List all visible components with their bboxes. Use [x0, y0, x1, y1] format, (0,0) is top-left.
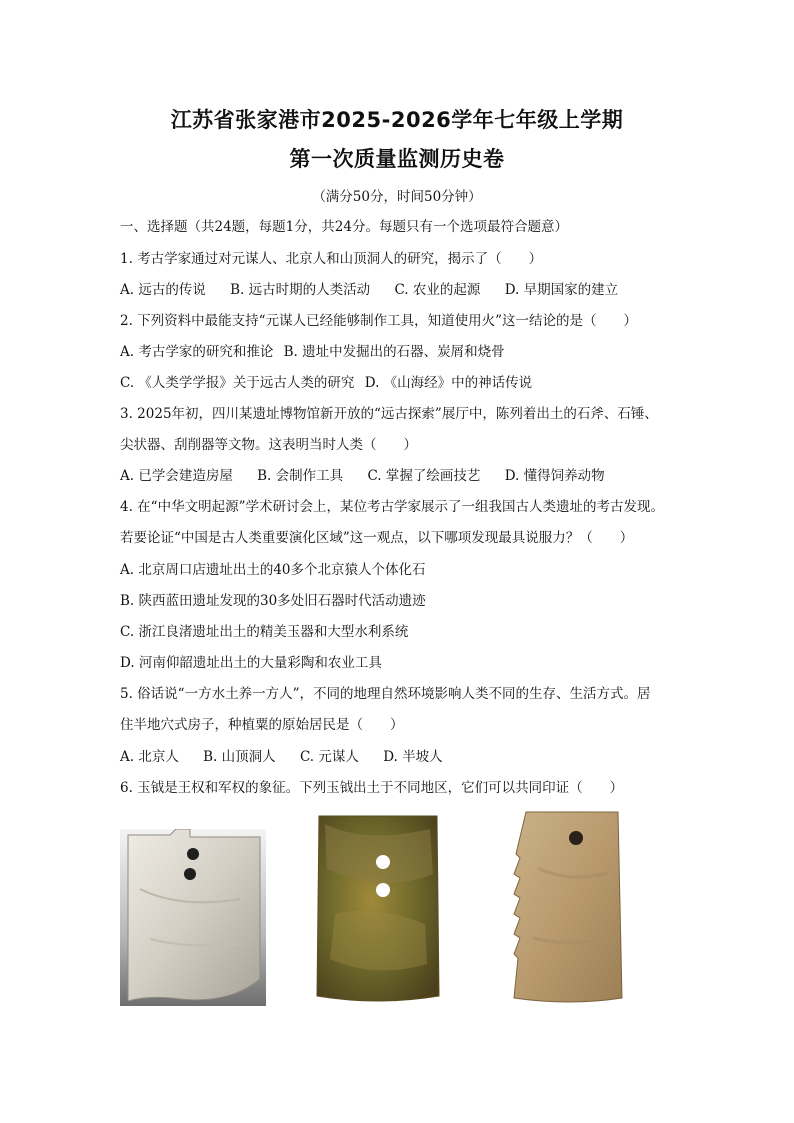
question-4-stem-1: 4. 在“中华文明起源”学术研讨会上，某位考古学家展示了一组我国古人类遗址的考古发现。: [120, 499, 664, 515]
option-a: A. 远古的传说: [120, 282, 206, 298]
option-b: B. 远古时期的人类活动: [230, 282, 371, 298]
option-d: D. 早期国家的建立: [504, 282, 619, 298]
question-4-option-b: B. 陕西蓝田遗址发现的30多处旧石器时代活动遗迹: [120, 593, 426, 609]
question-5-stem-2: 住半地穴式房子，种植粟的原始居民是（ ）: [120, 717, 404, 733]
question-3-stem-2: 尖状器、刮削器等文物。这表明当时人类（ ）: [120, 437, 417, 453]
section-heading: 一、选择题（共24题，每题1分，共24分。每题只有一个选项最符合题意）: [120, 219, 568, 235]
jade-axe-photo-2: [315, 814, 441, 1005]
question-3-stem-1: 3. 2025年初，四川某遗址博物馆新开放的“远古探索”展厅中，陈列着出土的石斧、石锤、: [120, 406, 658, 422]
option-c: C. 掌握了绘画技艺: [367, 468, 481, 484]
option-c: C. 农业的起源: [394, 282, 481, 298]
option-b: B. 山顶洞人: [203, 749, 276, 765]
question-1-options: [120, 281, 638, 299]
question-4-option-d: D. 河南仰韶遗址出土的大量彩陶和农业工具: [120, 655, 382, 671]
jade-axe-photo-1: [120, 829, 266, 1006]
question-5-stem-1: 5. 俗话说“一方水土养一方人”，不同的地理自然环境影响人类不同的生存、生活方式。居: [120, 686, 651, 702]
question-4-stem-2: 若要论证“中国是古人类重要演化区域”这一观点，以下哪项发现最具说服力？（ ）: [120, 530, 634, 546]
option-b: B. 遗址中发掘出的石器、炭屑和烧骨: [283, 344, 505, 360]
option-d: D. 半坡人: [383, 749, 443, 765]
question-5-options: [120, 748, 463, 766]
exam-note: （满分50分，时间50分钟）: [312, 189, 482, 205]
question-1-stem: 1. 考古学家通过对元谋人、北京人和山顶洞人的研究，揭示了（ ）: [120, 251, 543, 267]
question-2-options-cd: [120, 374, 552, 392]
jade-axe-photo-3: [508, 808, 633, 1008]
question-6-stem: 6. 玉钺是王权和军权的象征。下列玉钺出土于不同地区，它们可以共同印证（ ）: [120, 780, 624, 796]
option-d: D. 《山海经》中的神话传说: [364, 375, 533, 391]
option-d: D. 懂得饲养动物: [504, 468, 605, 484]
question-2-options-ab: [120, 343, 525, 361]
option-c: C. 《人类学学报》关于远古人类的研究: [120, 375, 355, 391]
exam-title-line1: 江苏省张家港市2025-2026学年七年级上学期: [170, 108, 624, 132]
question-4-option-a: A. 北京周口店遗址出土的40多个北京猿人个体化石: [120, 562, 426, 578]
option-a: A. 考古学家的研究和推论: [120, 344, 274, 360]
exam-title-line2: 第一次质量监测历史卷: [289, 147, 505, 171]
question-3-options: [120, 467, 625, 485]
option-a: A. 已学会建造房屋: [120, 468, 233, 484]
option-c: C. 元谋人: [299, 749, 359, 765]
question-2-stem: 2. 下列资料中最能支持“元谋人已经能够制作工具，知道使用火”这一结论的是（ ）: [120, 313, 637, 329]
option-b: B. 会制作工具: [257, 468, 344, 484]
question-4-option-c: C. 浙江良渚遗址出土的精美玉器和大型水利系统: [120, 624, 409, 640]
option-a: A. 北京人: [120, 749, 179, 765]
